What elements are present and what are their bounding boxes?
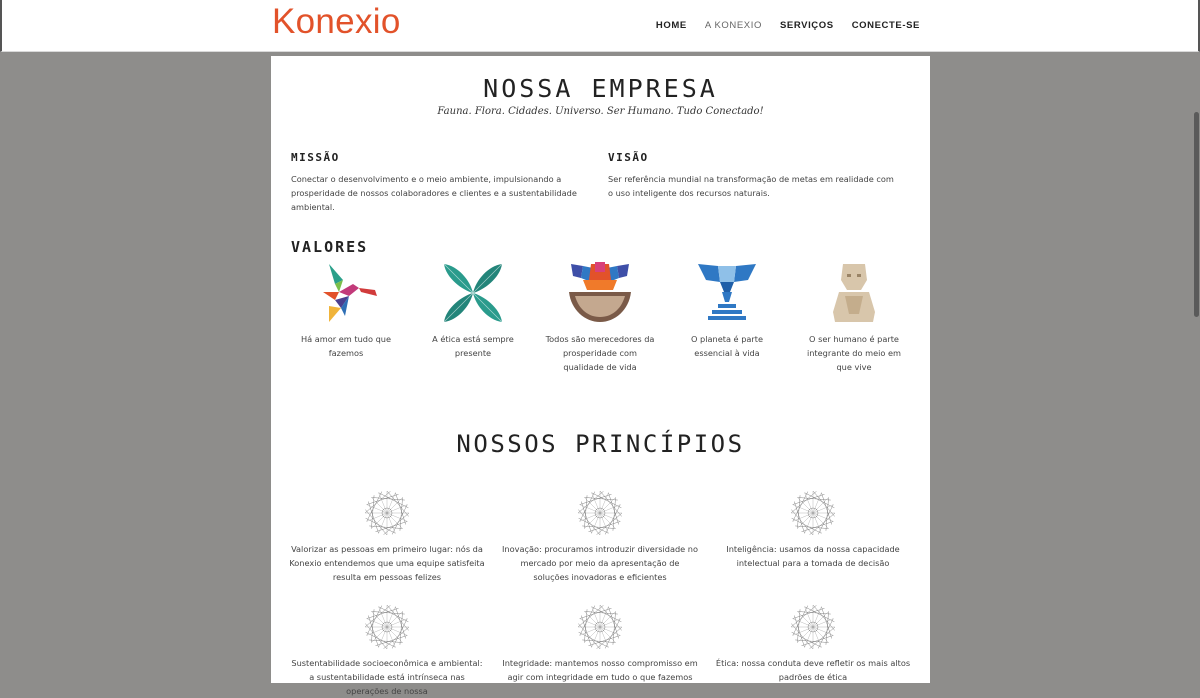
- nav-conecte-se[interactable]: CONECTE-SE: [851, 20, 920, 31]
- principle-item: [289, 603, 485, 698]
- scroll-thumb[interactable]: [1194, 112, 1199, 317]
- principle-text: Integridade: mantemos nosso compromisso em agir com integridade em tudo o que fazemos: [502, 658, 698, 682]
- value-text: Há amor em tudo que fazemos: [301, 334, 391, 358]
- principle-item: [715, 603, 911, 684]
- principle-text: Ética: nossa conduta deve refletir os mais altos padrões de ética: [715, 658, 911, 682]
- mandala-icon: [576, 489, 624, 537]
- nav-home[interactable]: HOME: [655, 20, 687, 31]
- content-card: [271, 56, 930, 696]
- main-nav: [656, 20, 920, 31]
- planet-icon: [696, 262, 758, 324]
- mandala-icon: [789, 603, 837, 651]
- vision-heading: VISÃO: [608, 151, 649, 164]
- principle-item: [502, 489, 698, 584]
- value-text: O planeta é parte essencial à vida: [690, 334, 764, 358]
- principle-item: [502, 603, 698, 684]
- human-icon: [823, 262, 885, 324]
- values-heading: VALORES: [291, 238, 369, 256]
- mandala-icon: [576, 603, 624, 651]
- mandala-icon: [363, 489, 411, 537]
- mission-heading: MISSÃO: [291, 151, 340, 164]
- principle-text: Valorizar as pessoas em primeiro lugar: nós da Konexio entendemos que uma equipe satisfeita resulta em pessoas felizes: [289, 544, 485, 582]
- mission-text: Conectar o desenvolvimento e o meio ambiente, impulsionando a prosperidade de nossos colaboradores e clientes e a sustentabilidade ambiental.: [291, 174, 577, 212]
- vision-text: Ser referência mundial na transformação de metas em realidade com o uso inteligente dos recursos naturais.: [608, 174, 894, 198]
- mandala-icon: [363, 603, 411, 651]
- leaves-icon: [442, 262, 504, 324]
- value-item: [671, 262, 783, 360]
- principle-text: Inovação: procuramos introduzir diversidade no mercado por meio da apresentação de soluções inovadoras e eficientes: [502, 544, 698, 582]
- company-subtitle: Fauna. Flora. Cidades. Universo. Ser Humano. Tudo Conectado!: [437, 106, 764, 117]
- value-item: [544, 262, 656, 374]
- principle-item: [715, 489, 911, 570]
- page-scrollbar[interactable]: [1192, 52, 1200, 683]
- principle-item: [289, 489, 485, 584]
- nav-a-konexio[interactable]: A KONEXIO: [704, 20, 762, 31]
- value-text: O ser humano é parte integrante do meio em que vive: [806, 334, 902, 372]
- mandala-icon: [789, 489, 837, 537]
- principle-text: Sustentabilidade socioeconômica e ambiental: a sustentabilidade está intrínseca nas operações de nossa: [291, 658, 483, 696]
- nav-servicos[interactable]: SERVIÇOS: [779, 20, 834, 31]
- site-header: [0, 0, 1200, 52]
- value-text: A ética está sempre presente: [432, 334, 514, 358]
- konexio-logo[interactable]: Konexio: [272, 2, 401, 41]
- value-text: Todos são merecedores da prosperidade com qualidade de vida: [545, 334, 655, 372]
- value-item: [417, 262, 529, 360]
- basket-icon: [569, 262, 631, 324]
- hummingbird-icon: [315, 262, 377, 324]
- value-item: [798, 262, 910, 374]
- principles-heading: NOSSOS PRINCÍPIOS: [456, 430, 745, 458]
- company-title: NOSSA EMPRESA: [483, 74, 718, 103]
- principle-text: Inteligência: usamos da nossa capacidade intelectual para a tomada de decisão: [726, 544, 900, 568]
- value-item: [290, 262, 402, 360]
